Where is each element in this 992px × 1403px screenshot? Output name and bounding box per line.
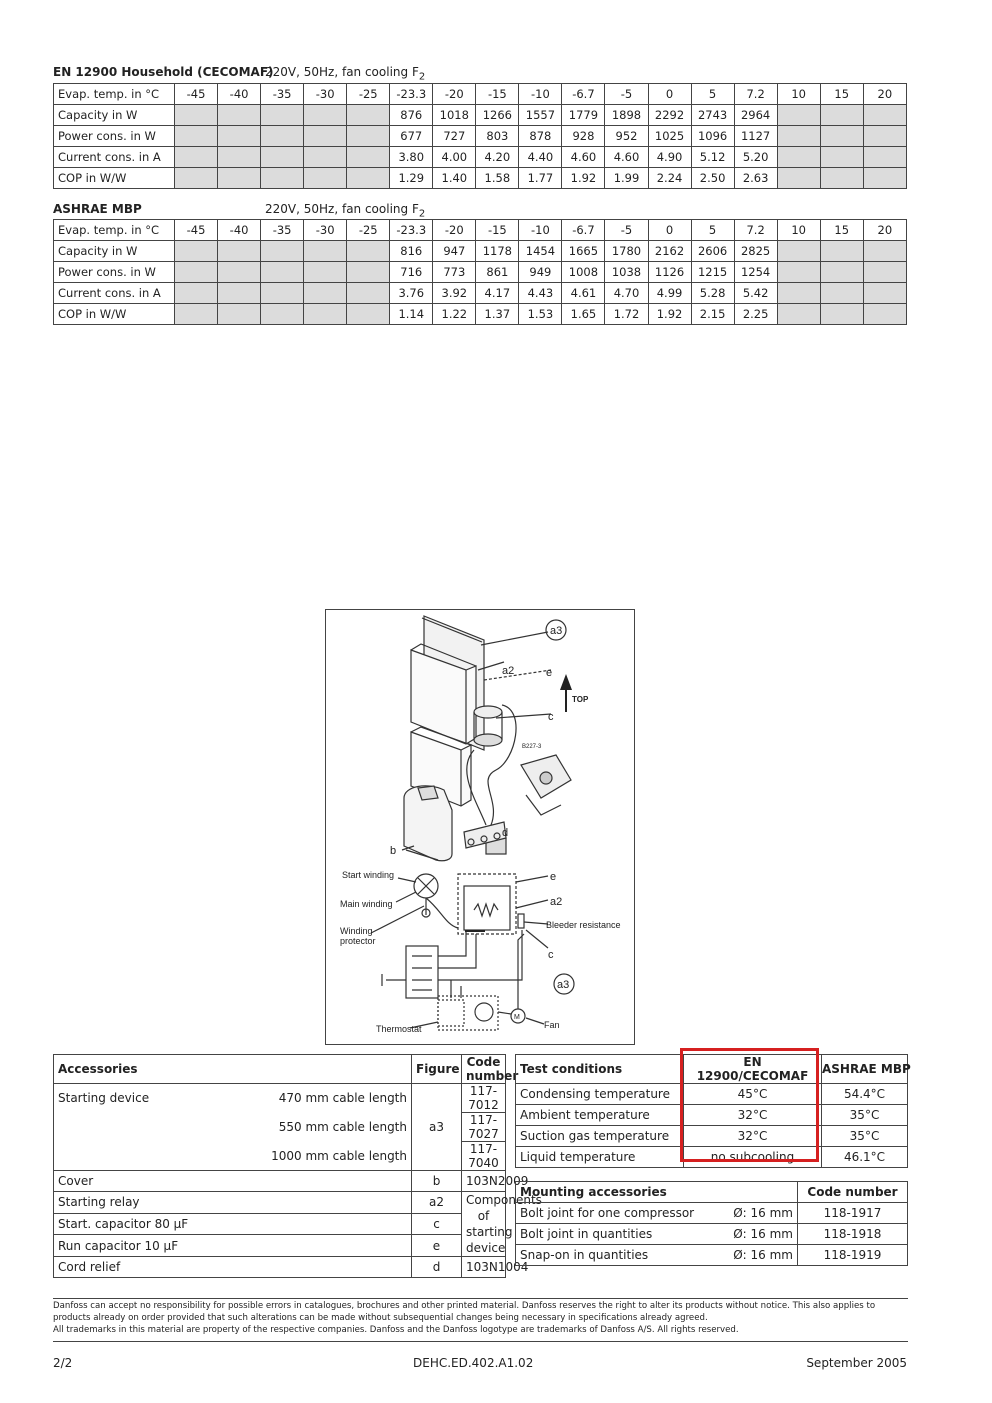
mounting-name: Bolt joint for one compressor <box>516 1203 716 1224</box>
table-cell: -45 <box>175 84 218 105</box>
table-cell: 4.61 <box>562 283 605 304</box>
table-cell: -35 <box>261 84 304 105</box>
start-capacitor-figure: c <box>412 1213 462 1235</box>
table-cell: 928 <box>562 126 605 147</box>
table-cell: 2.63 <box>734 168 777 189</box>
table-cell: 1.77 <box>519 168 562 189</box>
mounting-name: Bolt joint in quantities <box>516 1224 716 1245</box>
table-cell: 803 <box>476 126 519 147</box>
mounting-code: 118-1917 <box>798 1203 908 1224</box>
table-cell <box>261 105 304 126</box>
disclaimer <box>53 1300 911 1336</box>
document-date: September 2005 <box>806 1356 907 1370</box>
label-winding: Winding <box>340 926 373 936</box>
run-capacitor-figure: e <box>412 1235 462 1257</box>
table-cell: 1779 <box>562 105 605 126</box>
table-row <box>54 84 907 105</box>
accessories-header: Accessories <box>54 1055 412 1084</box>
table-cell: 15 <box>820 84 863 105</box>
table-row <box>54 147 907 168</box>
table-cell <box>777 241 820 262</box>
table-cell: 2.25 <box>734 304 777 325</box>
table-cell <box>218 105 261 126</box>
table-cell: 2606 <box>691 241 734 262</box>
label-e2: e <box>550 871 557 883</box>
components-note: Components of starting device <box>462 1192 506 1257</box>
table-cell <box>777 304 820 325</box>
table-cell: 876 <box>390 105 433 126</box>
table-cell <box>863 126 906 147</box>
table-cell: 947 <box>433 241 476 262</box>
table-cell <box>863 262 906 283</box>
table-cell: 7.2 <box>734 220 777 241</box>
table-cell: 1.29 <box>390 168 433 189</box>
table-cell <box>347 283 390 304</box>
en12900-header: EN 12900/CECOMAF <box>684 1055 822 1084</box>
table-cell: 0 <box>648 84 691 105</box>
table-cell <box>175 126 218 147</box>
table-row <box>54 241 907 262</box>
table-row <box>54 105 907 126</box>
table-row <box>516 1203 908 1224</box>
table-cell <box>261 241 304 262</box>
table-cell: -23.3 <box>390 84 433 105</box>
table-cell: 4.43 <box>519 283 562 304</box>
table-cell: 7.2 <box>734 84 777 105</box>
wiring-figure <box>325 609 635 1045</box>
table-cell <box>218 168 261 189</box>
table-cell: 5.20 <box>734 147 777 168</box>
table-cell: 5.12 <box>691 147 734 168</box>
table-cell: 1.22 <box>433 304 476 325</box>
condition-name: Suction gas temperature <box>516 1126 684 1147</box>
figure-header: Figure <box>412 1055 462 1084</box>
cover-label: Cover <box>54 1171 412 1192</box>
table-cell <box>261 168 304 189</box>
label-c2: c <box>548 949 554 961</box>
table-cell: 4.60 <box>562 147 605 168</box>
table-row <box>54 168 907 189</box>
table-cell: 677 <box>390 126 433 147</box>
table-cell: -23.3 <box>390 220 433 241</box>
table-cell: 1266 <box>476 105 519 126</box>
table-cell <box>820 304 863 325</box>
mounting-code: 118-1919 <box>798 1245 908 1266</box>
table-cell: 1.99 <box>605 168 648 189</box>
table-cell: -6.7 <box>562 220 605 241</box>
label-bleeder: Bleeder resistance <box>546 920 621 930</box>
table-cell <box>777 105 820 126</box>
mounting-diameter: Ø: 16 mm <box>716 1203 798 1224</box>
table-cell: 1.14 <box>390 304 433 325</box>
table-cell: 1127 <box>734 126 777 147</box>
table-cell <box>347 126 390 147</box>
table-cell: 4.20 <box>476 147 519 168</box>
highlight-box <box>680 1048 819 1162</box>
table-cell: 1018 <box>433 105 476 126</box>
table-cell: 1126 <box>648 262 691 283</box>
label-start-winding: Start winding <box>342 870 395 880</box>
table-cell: 15 <box>820 220 863 241</box>
table-cell <box>820 147 863 168</box>
relay-figure: a2 <box>412 1192 462 1214</box>
table-row <box>54 283 907 304</box>
table-cell <box>863 105 906 126</box>
table-cell <box>304 241 347 262</box>
table-cell: 1780 <box>605 241 648 262</box>
table-cell: -10 <box>519 220 562 241</box>
table-cell: 2.24 <box>648 168 691 189</box>
divider-top <box>53 1298 908 1299</box>
cable-length-2: 550 mm cable length <box>226 1113 412 1142</box>
table2-title: ASHRAE MBP <box>53 202 142 216</box>
table1-performance <box>53 83 907 189</box>
page-number: 2/2 <box>53 1356 73 1370</box>
table-cell <box>347 105 390 126</box>
table-cell: 816 <box>390 241 433 262</box>
table-cell: 1557 <box>519 105 562 126</box>
row-label: COP in W/W <box>54 168 175 189</box>
table-cell: 1665 <box>562 241 605 262</box>
cord-relief-label: Cord relief <box>54 1257 412 1278</box>
document-code: DEHC.ED.402.A1.02 <box>413 1356 534 1370</box>
table-cell <box>863 241 906 262</box>
label-a2-2: a2 <box>550 896 563 908</box>
table-cell <box>261 283 304 304</box>
table-cell <box>304 147 347 168</box>
table-cell: 10 <box>777 220 820 241</box>
table2-conditions: 220V, 50Hz, fan cooling $F_2$ <box>265 202 426 220</box>
label-protector: protector <box>340 936 376 946</box>
table-cell: 2292 <box>648 105 691 126</box>
label-a3-2: a3 <box>557 979 570 991</box>
row-label: Evap. temp. in °C <box>54 220 175 241</box>
condition-name: Ambient temperature <box>516 1105 684 1126</box>
cord-relief-figure: d <box>412 1257 462 1278</box>
table-cell: 5 <box>691 84 734 105</box>
disclaimer-line-1: Danfoss can accept no responsibility for possible errors in catalogues, brochures and other printed material. Danfoss reserves the right to alter its products without notice. This also applies to products already on order provided that such alterations can be made without subsequential changes being necessary in specifications already agreed. <box>53 1301 876 1323</box>
label-a3: a3 <box>550 625 563 637</box>
starting-device-label: Starting device <box>54 1084 226 1113</box>
table-cell <box>218 304 261 325</box>
mounting-code: 118-1918 <box>798 1224 908 1245</box>
table-cell: 4.99 <box>648 283 691 304</box>
label-fan: Fan <box>544 1020 560 1030</box>
table1-heading <box>53 65 426 83</box>
table-cell: 2743 <box>691 105 734 126</box>
condition-ashrae-value: 46.1°C <box>822 1147 908 1168</box>
table-cell: -25 <box>347 220 390 241</box>
table-cell <box>820 126 863 147</box>
table-cell: 952 <box>605 126 648 147</box>
fan-symbol: M <box>514 1014 520 1021</box>
table-cell: 4.70 <box>605 283 648 304</box>
label-thermostat: Thermostat <box>376 1024 422 1034</box>
divider-bottom <box>53 1341 908 1342</box>
table-cell: -5 <box>605 84 648 105</box>
label-a2: a2 <box>502 665 515 677</box>
table-cell: 4.17 <box>476 283 519 304</box>
table-cell: -45 <box>175 220 218 241</box>
table-cell: 1454 <box>519 241 562 262</box>
relay-label: Starting relay <box>54 1192 412 1214</box>
table-cell <box>304 168 347 189</box>
table-cell: 2.15 <box>691 304 734 325</box>
table-cell <box>304 262 347 283</box>
row-label: COP in W/W <box>54 304 175 325</box>
table-cell <box>218 147 261 168</box>
mounting-name: Snap-on in quantities <box>516 1245 716 1266</box>
table-cell: 1.37 <box>476 304 519 325</box>
start-capacitor-label: Start. capacitor 80 µF <box>54 1213 412 1235</box>
mounting-header: Mounting accessories <box>516 1182 798 1203</box>
table-cell: -25 <box>347 84 390 105</box>
table-cell: -30 <box>304 220 347 241</box>
table-cell <box>820 105 863 126</box>
table-cell: -10 <box>519 84 562 105</box>
table-cell: -20 <box>433 84 476 105</box>
table-cell: 1.58 <box>476 168 519 189</box>
test-conditions-header: Test conditions <box>516 1055 684 1084</box>
table-cell <box>218 126 261 147</box>
table-cell: 1.53 <box>519 304 562 325</box>
table-cell: 2825 <box>734 241 777 262</box>
mounting-diameter: Ø: 16 mm <box>716 1245 798 1266</box>
table-cell <box>777 283 820 304</box>
table-cell <box>863 147 906 168</box>
table-cell: 2964 <box>734 105 777 126</box>
table-cell <box>347 147 390 168</box>
table-row <box>516 1245 908 1266</box>
table-cell <box>777 168 820 189</box>
table-cell <box>304 126 347 147</box>
table-cell: 1.40 <box>433 168 476 189</box>
table-cell <box>863 283 906 304</box>
table-cell <box>218 262 261 283</box>
table-cell <box>218 283 261 304</box>
table-cell: 861 <box>476 262 519 283</box>
row-label: Current cons. in A <box>54 147 175 168</box>
condition-name: Liquid temperature <box>516 1147 684 1168</box>
table-cell: 4.90 <box>648 147 691 168</box>
table-cell <box>347 241 390 262</box>
table-cell: 716 <box>390 262 433 283</box>
table-cell <box>175 168 218 189</box>
table-cell: 2.50 <box>691 168 734 189</box>
mounting-accessories-table <box>515 1181 908 1266</box>
accessories-table <box>53 1054 542 1278</box>
condition-en-value: no subcooling <box>684 1147 822 1168</box>
table-cell: -20 <box>433 220 476 241</box>
table-cell: 1038 <box>605 262 648 283</box>
table-cell <box>261 262 304 283</box>
table-cell <box>347 262 390 283</box>
table-cell: 1096 <box>691 126 734 147</box>
table-cell: 1.72 <box>605 304 648 325</box>
table-cell <box>175 147 218 168</box>
table-cell: 1.92 <box>562 168 605 189</box>
table-cell: 20 <box>863 220 906 241</box>
table-cell: 773 <box>433 262 476 283</box>
row-label: Capacity in W <box>54 105 175 126</box>
ashrae-header: ASHRAE MBP <box>822 1055 908 1084</box>
table-cell: 20 <box>863 84 906 105</box>
table-cell: -6.7 <box>562 84 605 105</box>
table-cell: 1.65 <box>562 304 605 325</box>
table-cell: 10 <box>777 84 820 105</box>
table-cell: 727 <box>433 126 476 147</box>
table-cell: 4.60 <box>605 147 648 168</box>
table-cell <box>820 262 863 283</box>
table-cell <box>304 304 347 325</box>
condition-en-value: 32°C <box>684 1126 822 1147</box>
table-cell: 1025 <box>648 126 691 147</box>
cover-figure: b <box>412 1171 462 1192</box>
label-c: c <box>548 711 554 723</box>
table-cell <box>863 304 906 325</box>
row-label: Current cons. in A <box>54 283 175 304</box>
code-117-7012: 117-7012 <box>462 1084 506 1113</box>
label-code: B227-3 <box>522 744 542 750</box>
table-cell: -40 <box>218 84 261 105</box>
table1-title: EN 12900 Household (CECOMAF) <box>53 65 274 79</box>
table2-heading <box>53 202 426 220</box>
condition-en-value: 32°C <box>684 1105 822 1126</box>
table-cell <box>175 262 218 283</box>
table-cell <box>820 168 863 189</box>
table-cell: 5.28 <box>691 283 734 304</box>
table2-performance <box>53 219 907 325</box>
table-cell <box>175 105 218 126</box>
condition-ashrae-value: 35°C <box>822 1126 908 1147</box>
table-cell: -35 <box>261 220 304 241</box>
table-cell: 1178 <box>476 241 519 262</box>
table-cell <box>777 126 820 147</box>
code-117-7040: 117-7040 <box>462 1142 506 1171</box>
table-cell <box>347 304 390 325</box>
table-cell: 878 <box>519 126 562 147</box>
cable-length-3: 1000 mm cable length <box>226 1142 412 1171</box>
table-cell: 949 <box>519 262 562 283</box>
disclaimer-line-2: All trademarks in this material are property of the respective companies. Danfoss and the Danfoss logotype are trademarks of Danfoss A/S. All rights reserved. <box>53 1325 739 1335</box>
table-cell: 4.40 <box>519 147 562 168</box>
table-cell <box>261 126 304 147</box>
row-label: Power cons. in W <box>54 126 175 147</box>
code-header: Code number <box>462 1055 506 1084</box>
label-top: TOP <box>572 695 589 704</box>
table-cell: 2162 <box>648 241 691 262</box>
table-cell: 3.92 <box>433 283 476 304</box>
condition-ashrae-value: 54.4°C <box>822 1084 908 1105</box>
condition-ashrae-value: 35°C <box>822 1105 908 1126</box>
table-cell: 3.80 <box>390 147 433 168</box>
table-cell: -5 <box>605 220 648 241</box>
table-cell: 1215 <box>691 262 734 283</box>
table-cell: -40 <box>218 220 261 241</box>
label-d: d <box>502 827 509 839</box>
label-b: b <box>390 845 397 857</box>
table-cell <box>820 283 863 304</box>
table-cell: 5.42 <box>734 283 777 304</box>
table-row <box>54 126 907 147</box>
table-cell <box>863 168 906 189</box>
table-cell: 1008 <box>562 262 605 283</box>
table-cell <box>175 304 218 325</box>
table-cell: 1.92 <box>648 304 691 325</box>
figure-a3: a3 <box>412 1113 462 1142</box>
table-cell: -15 <box>476 84 519 105</box>
cord-relief-code: 103N1004 <box>462 1257 506 1278</box>
table-cell: 0 <box>648 220 691 241</box>
run-capacitor-label: Run capacitor 10 µF <box>54 1235 412 1257</box>
table-cell: 3.76 <box>390 283 433 304</box>
table-cell <box>777 262 820 283</box>
table1-conditions: 220V, 50Hz, fan cooling $F_2$ <box>265 65 426 83</box>
table-cell <box>218 241 261 262</box>
wiring-diagram <box>326 610 634 1044</box>
condition-name: Condensing temperature <box>516 1084 684 1105</box>
table-cell: 1254 <box>734 262 777 283</box>
table-cell: -30 <box>304 84 347 105</box>
table-row <box>516 1224 908 1245</box>
cable-length-1: 470 mm cable length <box>226 1084 412 1113</box>
table-cell: 1898 <box>605 105 648 126</box>
table-cell <box>175 283 218 304</box>
mounting-diameter: Ø: 16 mm <box>716 1224 798 1245</box>
table-row <box>54 304 907 325</box>
code-117-7027: 117-7027 <box>462 1113 506 1142</box>
table-cell <box>261 304 304 325</box>
table-row <box>54 262 907 283</box>
table-row <box>54 220 907 241</box>
row-label: Power cons. in W <box>54 262 175 283</box>
table-cell: 5 <box>691 220 734 241</box>
row-label: Capacity in W <box>54 241 175 262</box>
table-cell <box>175 241 218 262</box>
label-e: e <box>546 667 553 679</box>
table-cell <box>777 147 820 168</box>
label-main-winding: Main winding <box>340 899 393 909</box>
condition-en-value: 45°C <box>684 1084 822 1105</box>
table-cell <box>304 105 347 126</box>
row-label: Evap. temp. in °C <box>54 84 175 105</box>
table-cell: 4.00 <box>433 147 476 168</box>
table-cell: -15 <box>476 220 519 241</box>
table-cell <box>347 168 390 189</box>
table-cell <box>304 283 347 304</box>
mounting-code-header: Code number <box>798 1182 908 1203</box>
table-cell <box>261 147 304 168</box>
table-cell <box>820 241 863 262</box>
cover-code: 103N2009 <box>462 1171 506 1192</box>
